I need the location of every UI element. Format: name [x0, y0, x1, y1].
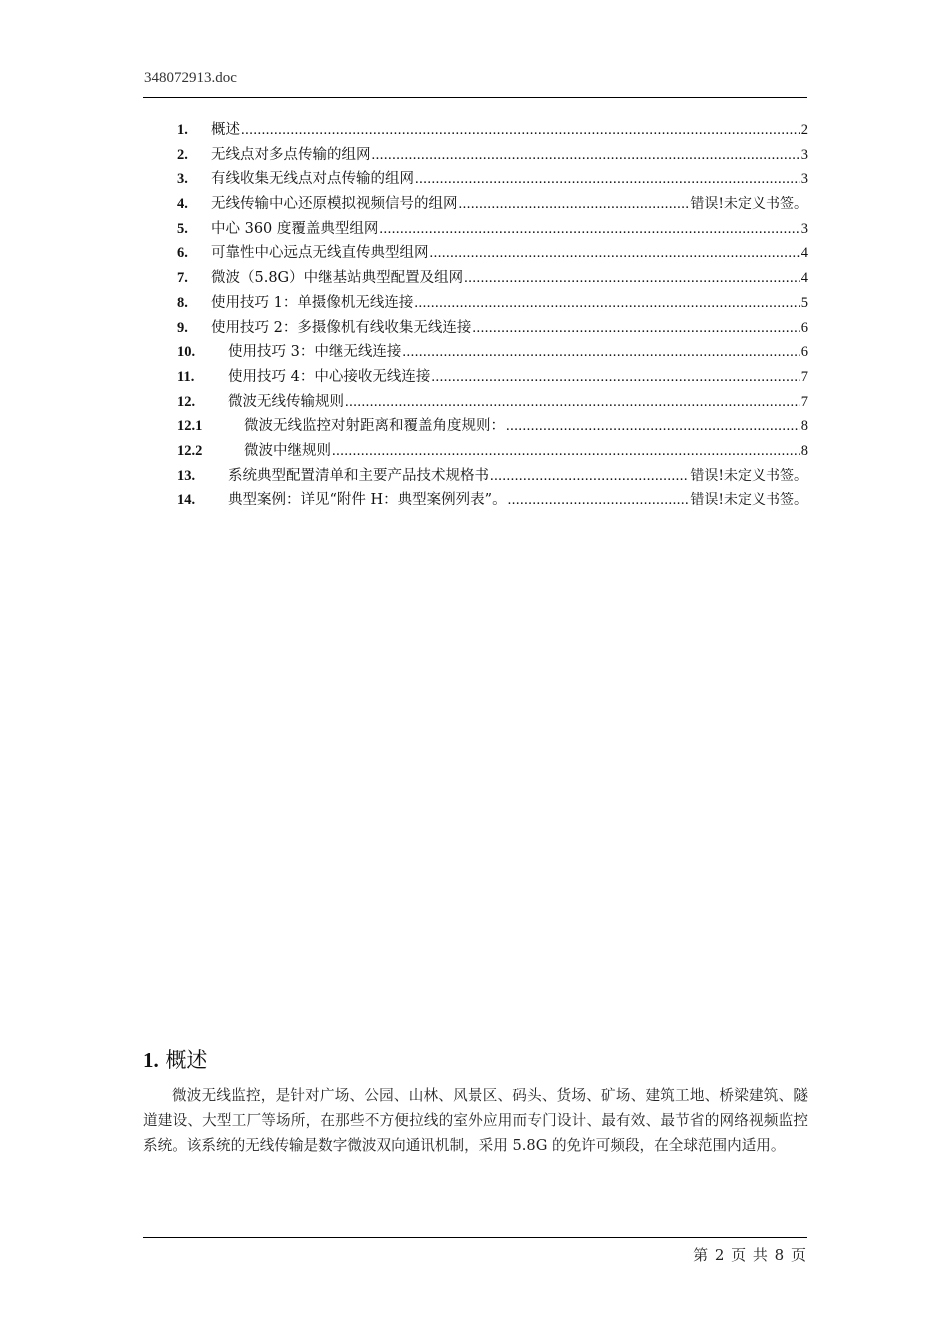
- toc-entry[interactable]: [177, 118, 808, 143]
- toc-entry[interactable]: [177, 414, 808, 439]
- toc-dot-leader: [490, 464, 689, 489]
- toc-entry-line: [211, 143, 808, 168]
- toc-entry-title: 微波中继规则: [244, 442, 331, 459]
- toc-entry[interactable]: [177, 291, 808, 316]
- toc-entry-title: 无线点对多点传输的组网: [211, 146, 371, 163]
- toc-entry-page: 4: [800, 270, 808, 287]
- toc-entry-title: 使用技巧 3：中继无线连接: [228, 344, 402, 361]
- toc-dot-leader: [415, 167, 800, 192]
- header-divider: [143, 97, 807, 98]
- toc-entry[interactable]: [177, 365, 808, 390]
- toc-entry[interactable]: [177, 266, 808, 291]
- toc-entry[interactable]: [177, 143, 808, 168]
- toc-entry-page: 6: [800, 344, 808, 361]
- toc-entry-title: 中心 360 度覆盖典型组网: [211, 220, 379, 237]
- toc-entry-page: 错误!未定义书签。: [690, 196, 808, 213]
- section-paragraph: 微波无线监控，是针对广场、公园、山林、风景区、码头、货场、矿场、建筑工地、桥梁建筑、隧道建设、大型工厂等场所，在那些不方便拉线的室外应用而专门设计、最有效、最节省的网络视频监控系统。该系统的无线传输是数字微波双向通讯机制，采用 5.8G 的免许可频段，在全球范围内适用。: [143, 1087, 808, 1154]
- toc-entry-title: 典型案例：详见“附件 H：典型案例列表”。: [228, 492, 507, 509]
- toc-entry-number: 3.: [177, 171, 188, 188]
- toc-entry-number: 10.: [177, 344, 196, 361]
- toc-entry-line: [228, 340, 808, 365]
- toc-entry-page: 错误!未定义书签。: [690, 467, 808, 484]
- toc-entry-number: 12.1: [177, 418, 203, 435]
- toc-entry-number: 9.: [177, 319, 188, 336]
- toc-entry-line: [211, 118, 808, 143]
- toc-dot-leader: [345, 390, 800, 415]
- toc-entry-title: 微波无线监控对射距离和覆盖角度规则：: [244, 418, 505, 435]
- toc-entry-page: 4: [800, 245, 808, 262]
- toc-entry-page: 6: [800, 319, 808, 336]
- toc-entry-title: 无线传输中心还原模拟视频信号的组网: [211, 196, 458, 213]
- section-title: 概述: [165, 1048, 208, 1072]
- toc-entry[interactable]: [177, 217, 808, 242]
- toc-entry-line: [211, 167, 808, 192]
- toc-entry[interactable]: [177, 439, 808, 464]
- toc-entry[interactable]: [177, 316, 808, 341]
- toc-entry-number: 2.: [177, 146, 188, 163]
- toc-dot-leader: [332, 439, 800, 464]
- toc-entry-title: 微波（5.8G）中继基站典型配置及组网: [211, 270, 464, 287]
- toc-entry[interactable]: [177, 167, 808, 192]
- footer-divider: [143, 1237, 807, 1238]
- toc-entry-page: 5: [800, 294, 808, 311]
- toc-entry[interactable]: [177, 464, 808, 489]
- toc-entry-page: 3: [800, 146, 808, 163]
- toc-entry[interactable]: [177, 488, 808, 513]
- toc-dot-leader: [372, 143, 800, 168]
- toc-entry-line: [211, 192, 808, 217]
- toc-entry-page: 8: [800, 418, 808, 435]
- toc-dot-leader: [506, 414, 800, 439]
- toc-entry-number: 12.2: [177, 442, 203, 459]
- toc-entry-number: 4.: [177, 196, 188, 213]
- toc-entry-line: [228, 464, 808, 489]
- toc-entry-number: 6.: [177, 245, 188, 262]
- toc-entry-number: 11.: [177, 368, 195, 385]
- toc-dot-leader: [459, 192, 690, 217]
- toc-entry-page: 7: [800, 393, 808, 410]
- section-heading: [143, 1044, 207, 1074]
- toc-dot-leader: [402, 340, 799, 365]
- toc-entry-title: 可靠性中心远点无线直传典型组网: [211, 245, 429, 262]
- toc-entry-title: 概述: [211, 122, 240, 138]
- toc-entry-number: 14.: [177, 492, 196, 509]
- toc-entry-page: 3: [800, 171, 808, 188]
- toc-entry-page: 7: [800, 368, 808, 385]
- toc-entry-page: 错误!未定义书签。: [690, 492, 808, 509]
- toc-dot-leader: [241, 118, 800, 143]
- toc-dot-leader: [472, 316, 799, 341]
- section-number: 1.: [143, 1048, 159, 1072]
- toc-entry-title: 微波无线传输规则: [228, 393, 344, 410]
- toc-entry-line: [211, 241, 808, 266]
- toc-entry-line: [228, 390, 808, 415]
- toc-entry-title: 系统典型配置清单和主要产品技术规格书: [228, 467, 489, 484]
- toc-entry-number: 12.: [177, 393, 196, 410]
- toc-entry-line: [211, 266, 808, 291]
- toc-entry-title: 使用技巧 1：单摄像机无线连接: [211, 294, 414, 311]
- toc-dot-leader: [431, 365, 799, 390]
- toc-entry-page: 3: [800, 220, 808, 237]
- toc-entry-line: [244, 439, 808, 464]
- toc-dot-leader: [379, 217, 799, 242]
- toc-entry-number: 7.: [177, 270, 188, 287]
- toc-entry-page: 8: [800, 442, 808, 459]
- toc-entry-title: 使用技巧 4：中心接收无线连接: [228, 368, 431, 385]
- toc-entry[interactable]: [177, 390, 808, 415]
- toc-entry-page: 2: [800, 122, 808, 138]
- toc-entry-line: [244, 414, 808, 439]
- table-of-contents: [177, 118, 808, 513]
- toc-entry[interactable]: [177, 241, 808, 266]
- toc-dot-leader: [414, 291, 799, 316]
- page-footer: 第 2 页 共 8 页: [693, 1246, 807, 1264]
- toc-entry-number: 13.: [177, 467, 196, 484]
- toc-entry-line: [211, 291, 808, 316]
- toc-entry-number: 5.: [177, 220, 188, 237]
- toc-dot-leader: [430, 241, 800, 266]
- toc-entry-number: 8.: [177, 294, 188, 311]
- toc-entry-title: 有线收集无线点对点传输的组网: [211, 171, 414, 188]
- toc-entry-line: [228, 365, 808, 390]
- document-filename: 348072913.doc: [144, 70, 237, 86]
- toc-dot-leader: [464, 266, 800, 291]
- toc-entry[interactable]: [177, 340, 808, 365]
- toc-entry-line: [211, 316, 808, 341]
- toc-entry-line: [211, 217, 808, 242]
- toc-entry-number: 1.: [177, 122, 188, 138]
- toc-entry[interactable]: [177, 192, 808, 217]
- toc-dot-leader: [508, 488, 690, 513]
- toc-entry-title: 使用技巧 2：多摄像机有线收集无线连接: [211, 319, 472, 336]
- toc-entry-line: [228, 488, 808, 513]
